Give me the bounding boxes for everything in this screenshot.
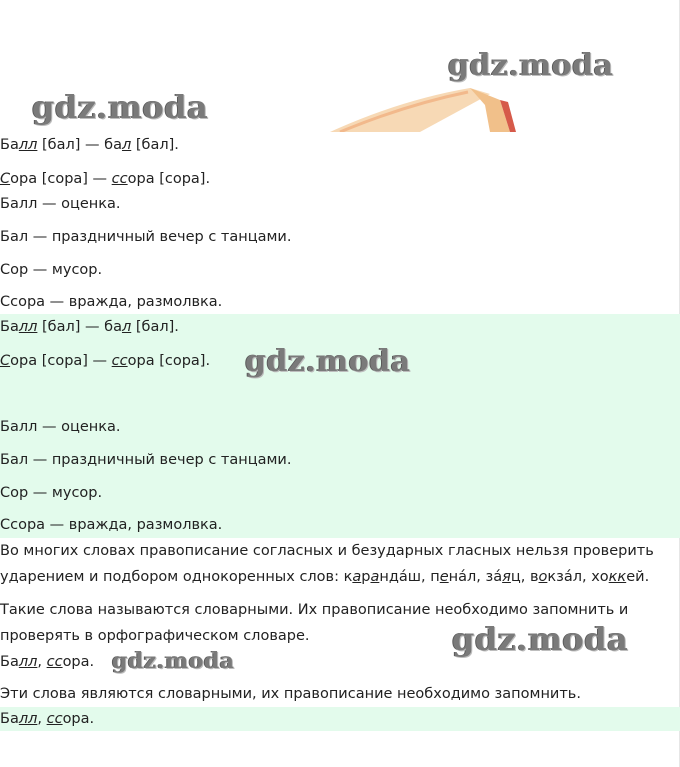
paragraph-line: проверять в орфографическом словаре. [0, 628, 310, 644]
answer-line: Балл [бал] — бал [бал]. [0, 319, 179, 335]
definition-line: Сор — мусор. [0, 262, 103, 278]
answer-line: Балл [бал] — бал [бал]. [0, 137, 179, 153]
paragraph-line: Такие слова называются словарными. Их правописание необходимо запомнить и [0, 602, 629, 618]
definition-line: Ссора — вражда, размолвка. [0, 294, 223, 310]
definition-line: Балл — оценка. [0, 419, 121, 435]
answer-line: Сора [сора] — ссора [сора]. [0, 171, 211, 187]
answer-block [0, 707, 680, 731]
watermark-logo: gdz.moda [448, 48, 614, 83]
paragraph-line: Эти слова являются словарными, их правописание необходимо запомнить. [0, 686, 581, 702]
answer-line: Балл, ссора. [0, 711, 95, 727]
watermark-logo: gdz.moda [245, 344, 411, 379]
answer-line: Сора [сора] — ссора [сора]. [0, 353, 211, 369]
definition-line: Бал — праздничный вечер с танцами. [0, 452, 292, 468]
definition-line: Сор — мусор. [0, 485, 103, 501]
definition-line: Бал — праздничный вечер с танцами. [0, 229, 292, 245]
watermark-logo: gdz.moda [452, 620, 629, 658]
watermark-logo: gdz.moda [32, 88, 209, 126]
paragraph-line: Во многих словах правописание согласных и безударных гласных нельзя проверить [0, 543, 654, 559]
watermark-logo: gdz.moda [112, 648, 235, 674]
definition-line: Балл — оценка. [0, 196, 121, 212]
definition-line: Ссора — вражда, размолвка. [0, 517, 223, 533]
paragraph-line: ударением и подбором однокоренных слов: каранда́ш, пена́л, за́яц, вокза́л, хоккей. [0, 569, 650, 585]
answer-line: Балл, ссора. [0, 654, 95, 670]
